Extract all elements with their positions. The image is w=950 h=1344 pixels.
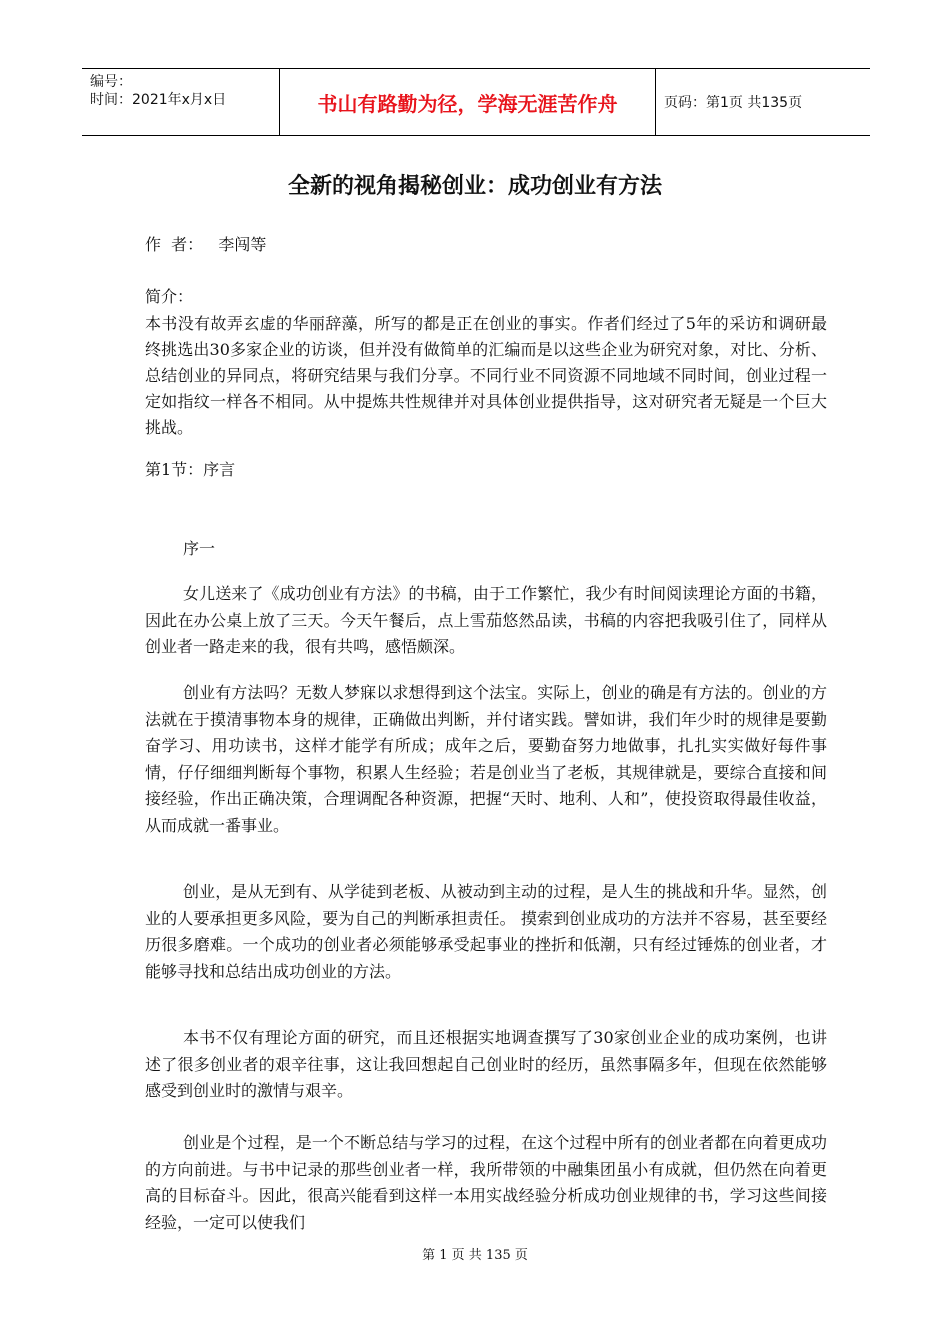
- time-label: 时间：2021年x月x日: [90, 92, 227, 108]
- paragraph: 女儿送来了《成功创业有方法》的书稿，由于工作繁忙，我少有时间阅读理论方面的书籍，因此在办公桌上放了三天。今天午餐后，点上雪茄悠然品读，书稿的内容把我吸引住了，同样从创业者一路走来的我，很有共鸣，感悟颇深。: [145, 584, 827, 656]
- intro-label: 简介：: [145, 287, 194, 306]
- page-footer: 第 1 页 共 135 页: [422, 1248, 528, 1263]
- paragraph: 本书不仅有理论方面的研究，而且还根据实地调查撰写了30家创业企业的成功案例，也讲述了很多创业者的艰辛往事，这让我回想起自己创业时的经历，虽然事隔多年，但现在依然能够感受到创业时的激情与艰辛。: [145, 1028, 827, 1100]
- header-motto: 书山有路勤为径，学海无涯苦作舟: [280, 69, 656, 135]
- preface-title: 序一: [183, 539, 216, 558]
- paragraph: 创业是个过程，是一个不断总结与学习的过程，在这个过程中所有的创业者都在向着更成功的方向前进。与书中记录的那些创业者一样，我所带领的中融集团虽小有成就，但仍然在向着更高的目标奋斗。因此，很高兴能看到这样一本用实战经验分析成功创业规律的书，学习这些间接经验，一定可以使我们: [145, 1133, 827, 1232]
- header-page-info: 页码：第1页 共135页: [664, 95, 803, 111]
- page-header: [82, 68, 870, 136]
- paragraph: 创业，是从无到有、从学徒到老板、从被动到主动的过程，是人生的挑战和升华。显然，创业的人要承担更多风险，要为自己的判断承担责任。 摸索到创业成功的方法并不容易，甚至要经历很多磨难。一个成功的创业者必须能够承受起事业的挫折和低潮，只有经过锤炼的创业者，才能够寻找和总结出成功创业的方法。: [145, 882, 827, 981]
- intro-text: 本书没有故弄玄虚的华丽辞藻，所写的都是正在创业的事实。作者们经过了5年的采访和调研最终挑选出30多家企业的访谈，但并没有做简单的汇编而是以这些企业为研究对象，对比、分析、总结创业的异同点，将研究结果与我们分享。不同行业不同资源不同地域不同时间，创业过程一定如指纹一样各不相同。从中提炼共性规律并对具体创业提供指导，这对研究者无疑是一个巨大挑战。: [145, 314, 827, 437]
- document-title: 全新的视角揭秘创业：成功创业有方法: [287, 174, 662, 199]
- author-line: 作 者： 李闯等: [145, 235, 267, 254]
- header-meta: [82, 69, 280, 135]
- number-label: 编号：: [90, 74, 132, 90]
- paragraph: 创业有方法吗？无数人梦寐以求想得到这个法宝。实际上，创业的确是有方法的。创业的方法就在于摸清事物本身的规律，正确做出判断，并付诸实践。譬如讲，我们年少时的规律是要勤奋学习、用功读书，这样才能学有所成；成年之后，要勤奋努力地做事，扎扎实实做好每件事情，仔仔细细判断每个事物，积累人生经验；若是创业当了老板，其规律就是，要综合直接和间接经验，作出正确决策，合理调配各种资源，把握“天时、地利、人和”，使投资取得最佳收益，从而成就一番事业。: [145, 683, 827, 835]
- section-title: 第1节：序言: [145, 460, 236, 479]
